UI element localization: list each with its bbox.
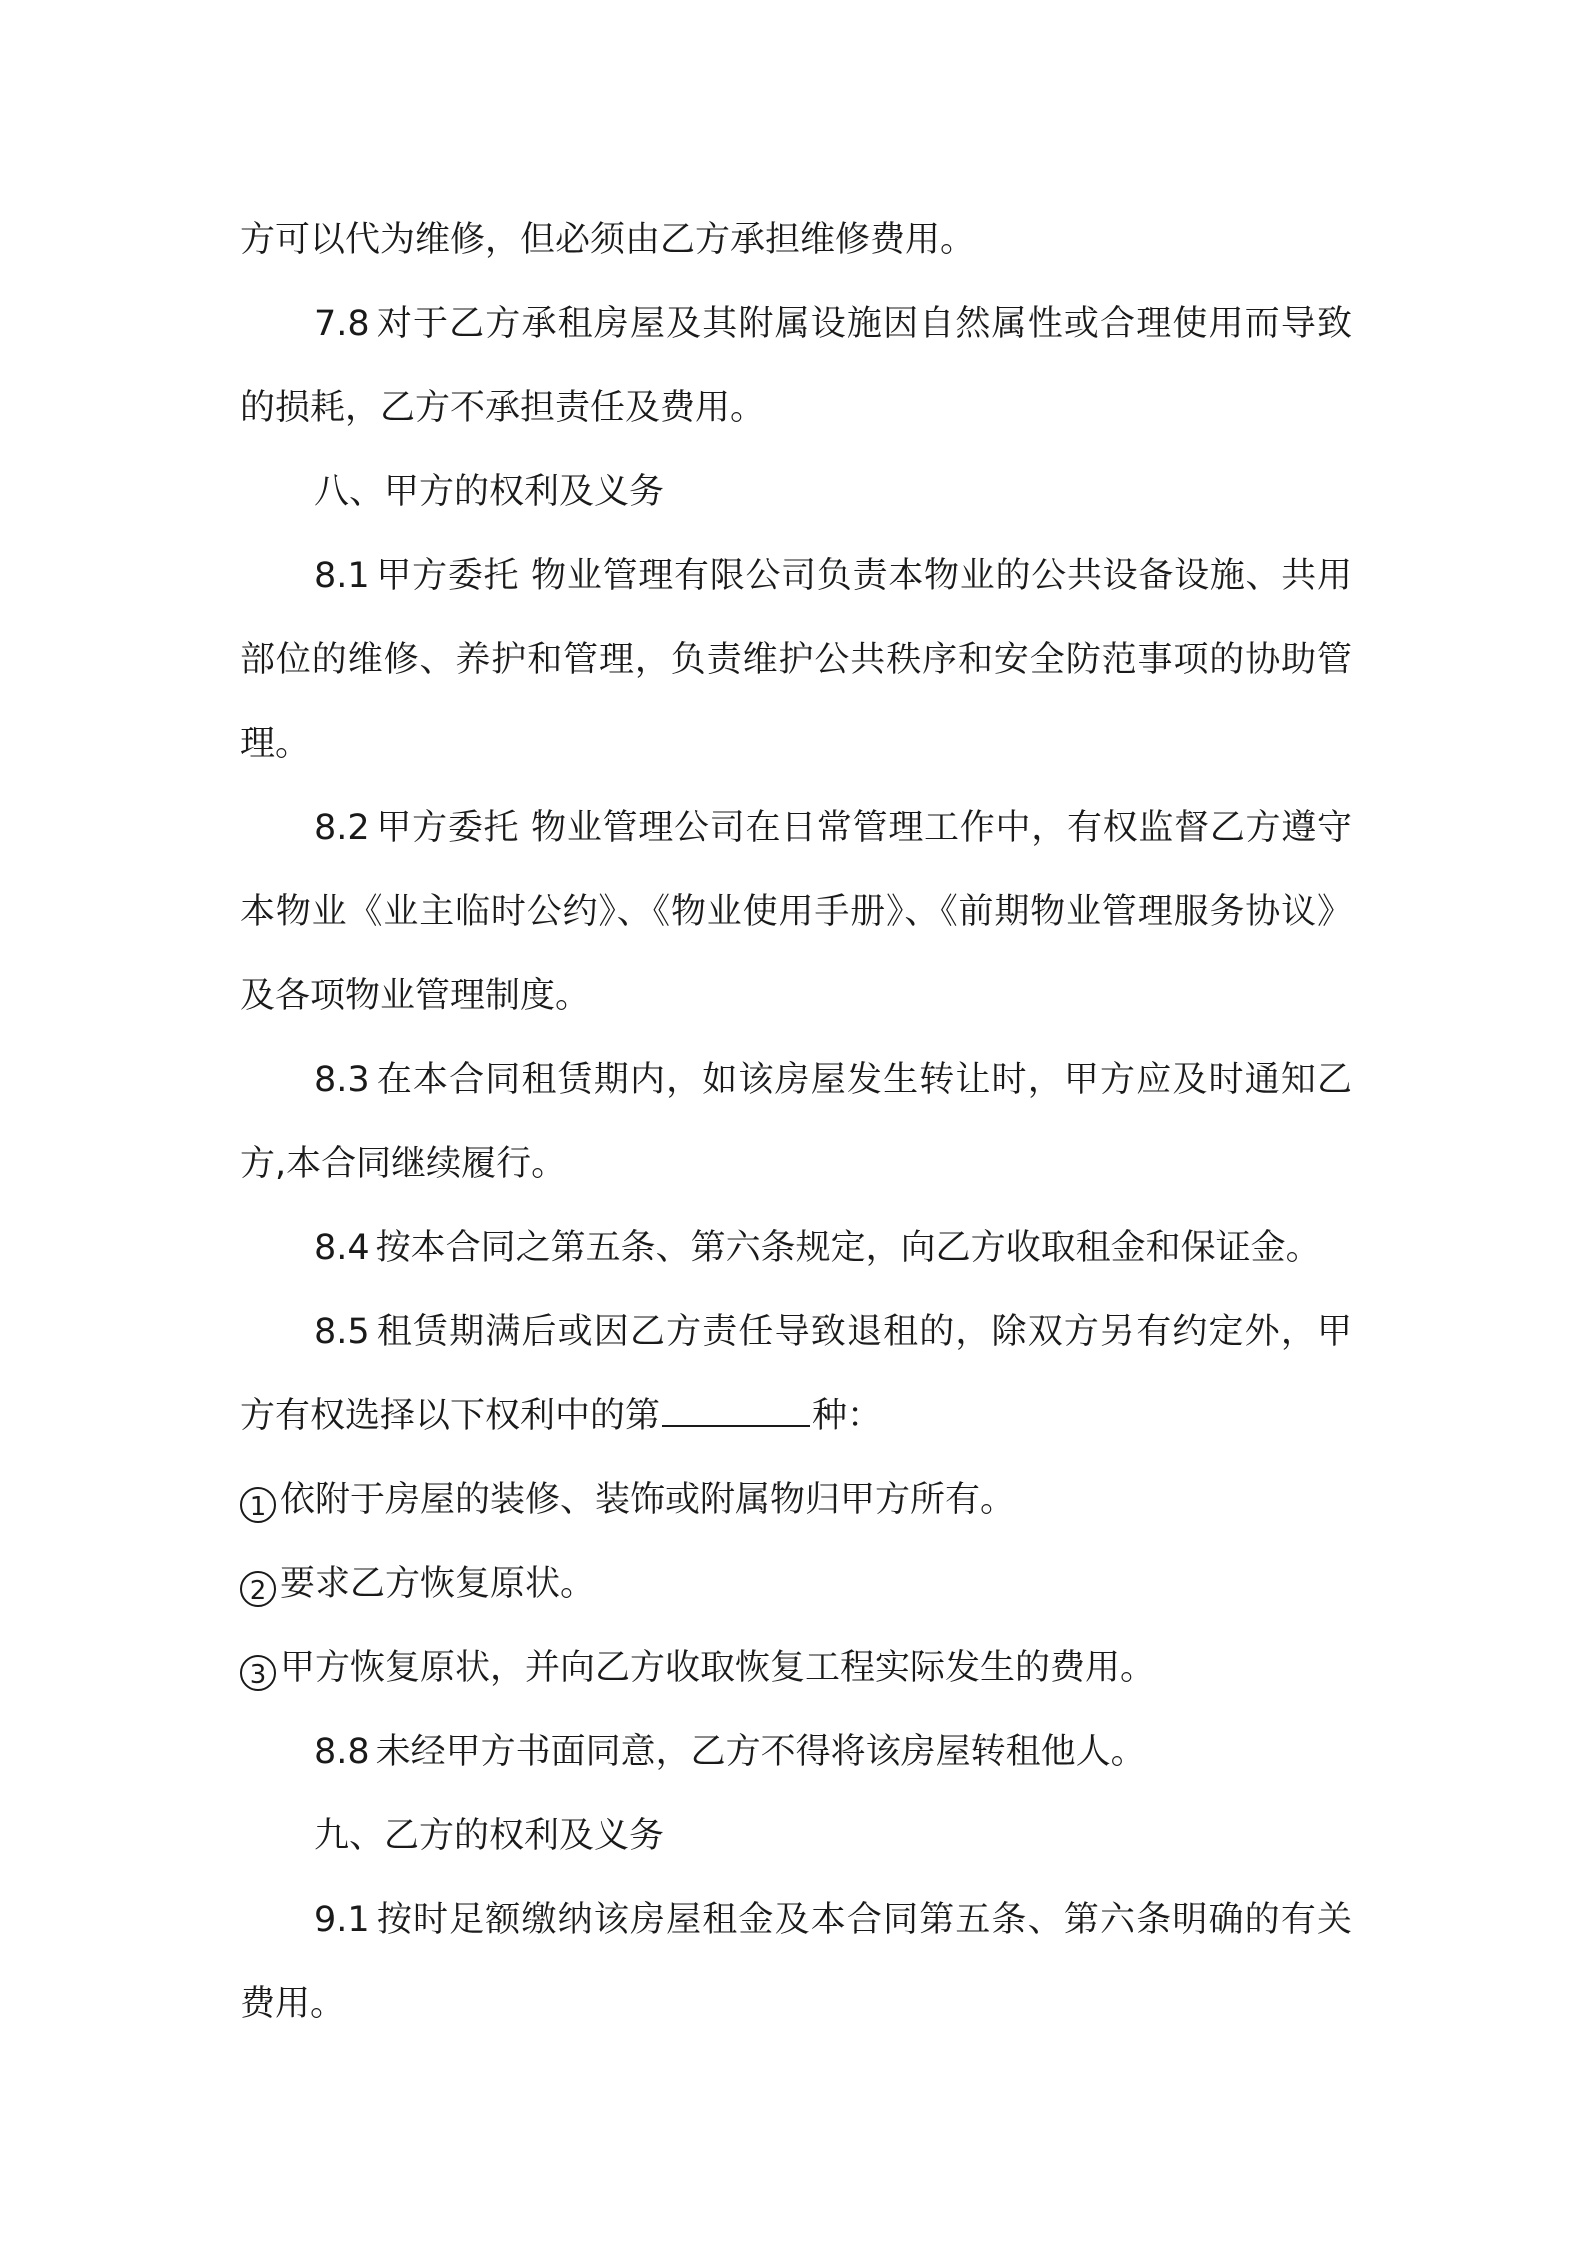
clause-8-1: [240, 534, 1352, 786]
circled-number-2: 2: [240, 1571, 276, 1607]
clause-8-5: [240, 1290, 1352, 1458]
clause-8-2: [240, 786, 1352, 1038]
option-text: 甲方恢复原状，并向乙方收取恢复工程实际发生的费用。: [280, 1648, 1156, 1688]
clause-8-8: [240, 1710, 1352, 1794]
clause-text: 按本合同之第五条、第六条规定，向乙方收取租金和保证金。: [375, 1228, 1321, 1268]
clause-number: 8.2: [314, 808, 370, 848]
clause-9-1: [240, 1878, 1352, 2046]
clause-text-after-blank: 种：: [812, 1396, 883, 1436]
clause-text: 按时足额缴纳该房屋租金及本合同第五条、第六条明确的有关费用。: [240, 1900, 1352, 2024]
circled-number-1: 1: [240, 1487, 276, 1523]
option-1: [240, 1458, 1352, 1542]
clause-number: 8.4: [314, 1228, 370, 1268]
clause-number: 8.3: [314, 1060, 370, 1100]
option-text: 要求乙方恢复原状。: [280, 1564, 596, 1604]
clause-text: 甲方委托 物业管理公司在日常管理工作中，有权监督乙方遵守本物业《业主临时公约》、《物业使用手册》、《前期物业管理服务协议》及各项物业管理制度。: [240, 808, 1352, 1016]
section-heading-8: [240, 450, 1352, 534]
paragraph-text: 方可以代为维修，但必须由乙方承担维修费用。: [240, 220, 976, 260]
clause-8-3: [240, 1038, 1352, 1206]
clause-number: 8.8: [314, 1732, 370, 1772]
option-text: 依附于房屋的装修、装饰或附属物归甲方所有。: [280, 1480, 1016, 1520]
clause-number: 7.8: [314, 304, 370, 344]
section-heading-text: 八、甲方的权利及义务: [314, 472, 665, 512]
option-3: [240, 1626, 1352, 1710]
clause-8-4: [240, 1206, 1352, 1290]
fill-in-blank: [662, 1395, 810, 1427]
paragraph-repair-cost: [240, 198, 1352, 282]
clause-number: 9.1: [314, 1900, 370, 1940]
section-heading-text: 九、乙方的权利及义务: [314, 1816, 665, 1856]
section-heading-9: [240, 1794, 1352, 1878]
document-body: [240, 198, 1352, 2046]
clause-number: 8.5: [314, 1312, 370, 1352]
circled-number-3: 3: [240, 1655, 276, 1691]
clause-text: 甲方委托 物业管理有限公司负责本物业的公共设备设施、共用部位的维修、养护和管理，负责维护公共秩序和安全防范事项的协助管理。: [240, 556, 1352, 764]
clause-number: 8.1: [314, 556, 370, 596]
clause-7-8: [240, 282, 1352, 450]
clause-text-before-blank: 租赁期满后或因乙方责任导致退租的，除双方另有约定外，甲方有权选择以下权利中的第: [240, 1312, 1352, 1436]
clause-text: 对于乙方承租房屋及其附属设施因自然属性或合理使用而导致的损耗，乙方不承担责任及费用。: [240, 304, 1352, 428]
option-2: [240, 1542, 1352, 1626]
clause-text: 在本合同租赁期内，如该房屋发生转让时，甲方应及时通知乙方,本合同继续履行。: [240, 1060, 1352, 1184]
clause-text: 未经甲方书面同意，乙方不得将该房屋转租他人。: [375, 1732, 1146, 1772]
